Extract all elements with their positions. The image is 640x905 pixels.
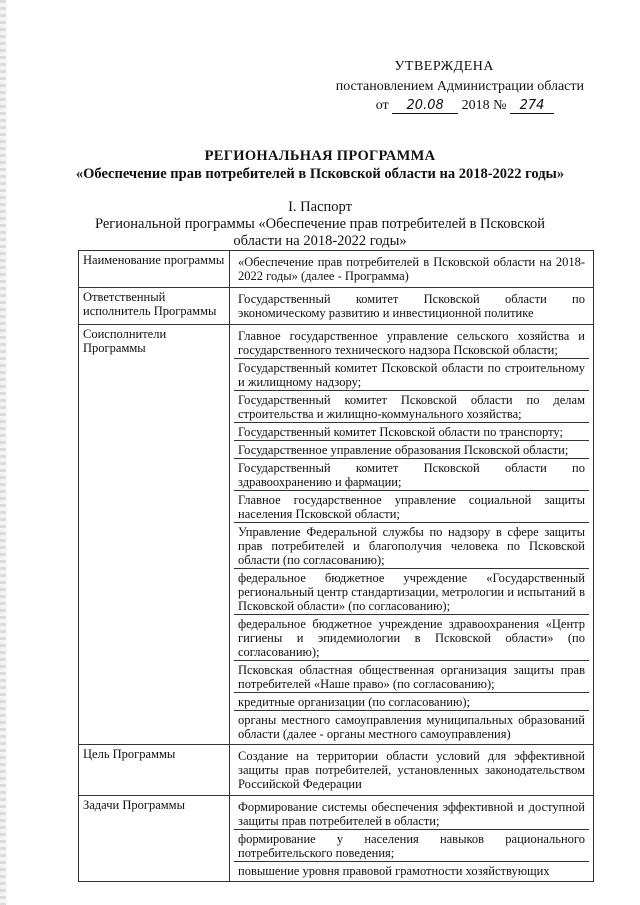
list-item: федеральное бюджетное учреждение здравоохранения «Центр гигиены и эпидемиологии в Псковской области» (по согласованию); [234, 614, 589, 660]
list-item: Государственное управление образования Псковской области; [234, 440, 589, 458]
list-item: повышение уровня правовой грамотности хозяйствующих [234, 861, 589, 879]
list-item: Главное государственное управление сельского хозяйства и государственного технического надзора Псковской области; [238, 329, 585, 357]
tasks-list [230, 796, 594, 882]
passport-subheading-line1: Региональной программы «Обеспечение прав потребителей в Псковской [94, 216, 546, 232]
list-item: органы местного самоуправления муниципальных образований области (далее - органы местного самоуправления) [234, 710, 589, 742]
row-label: Задачи Программы [79, 796, 230, 882]
program-subtitle: «Обеспечение прав потребителей в Псковской области на 2018-2022 годы» [75, 166, 565, 182]
co-executors-list [230, 325, 594, 745]
passport-heading: I. Паспорт [288, 199, 352, 215]
list-item: федеральное бюджетное учреждение «Государственный региональный центр стандартизации, метрологии и испытаний в Псковской области» (по согласованию); [234, 568, 589, 614]
row-label: Ответственный исполнитель Программы [79, 288, 230, 325]
row-label: Наименование программы [79, 251, 230, 288]
table-row [79, 251, 594, 288]
approval-date-line [376, 97, 554, 115]
row-label: Соисполнители Программы [79, 325, 230, 745]
table-row [79, 796, 594, 882]
list-item: Государственный комитет Псковской области по строительному и жилищному надзору; [234, 358, 589, 390]
list-item: Формирование системы обеспечения эффективной и доступной защиты прав потребителей в области; [238, 800, 585, 828]
list-item: Главное государственное управление социальной защиты населения Псковской области; [234, 490, 589, 522]
list-item: Управление Федеральной службы по надзору в сфере защиты прав потребителей и благополучия человека по Псковской области (по согласованию); [234, 522, 589, 568]
approval-line: постановлением Администрации области [335, 79, 584, 94]
program-title: РЕГИОНАЛЬНАЯ ПРОГРАММА [204, 148, 436, 164]
list-item: Псковская областная общественная организация защиты прав потребителей «Наше право» (по согласованию); [234, 660, 589, 692]
list-item: Государственный комитет Псковской области по транспорту; [234, 422, 589, 440]
date-prefix: от [375, 98, 389, 113]
passport-table [78, 250, 594, 882]
table-row [79, 325, 594, 745]
passport-subheading-line2: области на 2018-2022 годы» [233, 233, 407, 249]
row-value: Государственный комитет Псковской области по экономическому развитию и инвестиционной политике [238, 292, 585, 320]
table-row [79, 288, 594, 325]
row-label: Цель Программы [79, 745, 230, 796]
approval-title: УТВЕРЖДЕНА [394, 59, 494, 74]
year-number-label: 2018 № [461, 98, 507, 113]
table-row [79, 745, 594, 796]
handwritten-date: 20.08 [392, 99, 458, 114]
row-value: «Обеспечение прав потребителей в Псковской области на 2018-2022 годы» (далее - Программа) [238, 255, 585, 283]
handwritten-number: 274 [510, 99, 554, 114]
scan-edge [0, 0, 6, 905]
row-value: Создание на территории области условий для эффективной защиты прав потребителей, установленных законодательством Российской Федерации [238, 749, 585, 791]
list-item: Государственный комитет Псковской области по здравоохранению и фармации; [234, 458, 589, 490]
list-item: Государственный комитет Псковской области по делам строительства и жилищно-коммунального хозяйства; [234, 390, 589, 422]
list-item: формирование у населения навыков рационального потребительского поведения; [234, 829, 589, 861]
list-item: кредитные организации (по согласованию); [234, 692, 589, 710]
